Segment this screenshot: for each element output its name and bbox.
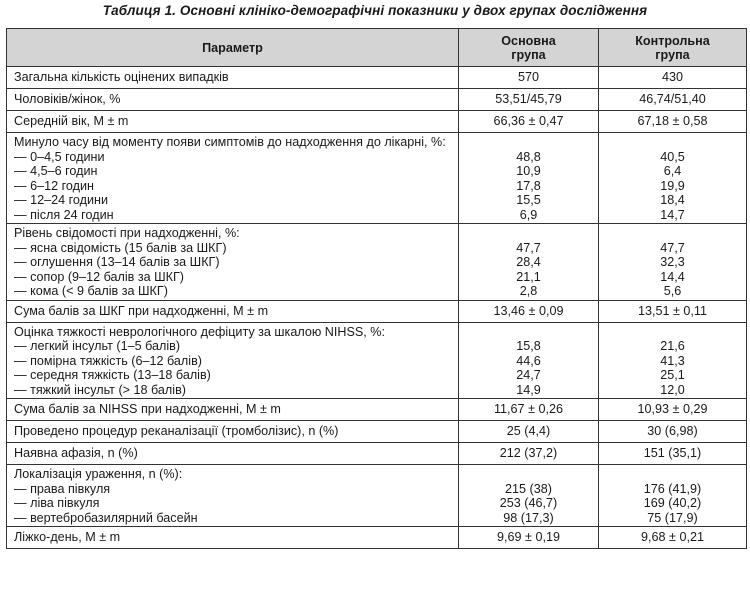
- sub-item-control: 19,9: [660, 178, 685, 193]
- sub-item-control: 40,5: [660, 149, 685, 164]
- cell-control-group: 30 (6,98): [599, 421, 747, 443]
- table-caption: Таблиця 1. Основні клініко-демографічні показники у двох групах дослідження: [102, 3, 648, 18]
- cell-main-group: 53,51/45,79: [459, 89, 599, 111]
- sub-item-control: 169 (40,2): [643, 496, 702, 510]
- cell-control-group: [599, 224, 747, 301]
- sub-item-main: 6,9: [519, 207, 538, 222]
- sub-item-control: 6,4: [663, 164, 682, 178]
- cell-control-group: 430: [599, 67, 747, 89]
- sub-item-main: 24,7: [516, 368, 541, 382]
- table-row: [7, 224, 747, 301]
- table-row: [7, 443, 747, 465]
- sub-item-label: — 0–4,5 години: [14, 149, 105, 164]
- cell-parameter: Сума балів за NIHSS при надходженні, M ± m: [7, 399, 459, 421]
- sub-item-control: 47,7: [660, 240, 685, 255]
- cell-control-group: 10,93 ± 0,29: [599, 399, 747, 421]
- sub-item-label: — 12–24 години: [14, 193, 109, 207]
- sub-item-label: — середня тяжкість (13–18 балів): [14, 368, 211, 382]
- cell-control-group: [599, 133, 747, 224]
- table-row: [7, 89, 747, 111]
- sub-item-label: — сопор (9–12 балів за ШКГ): [14, 269, 185, 284]
- cell-parameter: Сума балів за ШКГ при надходженні, M ± m: [7, 300, 459, 322]
- table-row: [7, 399, 747, 421]
- sub-item-label: — ліва півкуля: [14, 496, 100, 510]
- cell-control-group: 13,51 ± 0,11: [599, 300, 747, 322]
- sub-item-main: 14,9: [516, 382, 541, 397]
- cell-control-group: [599, 322, 747, 399]
- sub-item-main: 15,5: [516, 193, 541, 207]
- sub-item-main: 44,6: [516, 353, 541, 368]
- group-heading: Рівень свідомості при надходженні, %:: [14, 226, 240, 240]
- cell-parameter: Ліжко-день, M ± m: [7, 527, 459, 549]
- heading-spacer: [459, 135, 598, 150]
- sub-item-control: 75 (17,9): [647, 510, 698, 525]
- sub-item-main: 98 (17,3): [503, 510, 554, 525]
- cell-control-group: 46,74/51,40: [599, 89, 747, 111]
- cell-control-group: 67,18 ± 0,58: [599, 111, 747, 133]
- cell-parameter: [7, 133, 459, 224]
- heading-spacer: [459, 325, 598, 340]
- table-row: [7, 111, 747, 133]
- cell-parameter: [7, 224, 459, 301]
- sub-item-control: 21,6: [660, 339, 685, 353]
- sub-item-control: 18,4: [660, 193, 685, 207]
- heading-spacer: [599, 226, 746, 241]
- sub-item-label: — після 24 годин: [14, 207, 114, 222]
- sub-item-main: 253 (46,7): [499, 496, 558, 510]
- table-row: [7, 300, 747, 322]
- cell-main-group: 570: [459, 67, 599, 89]
- cell-parameter: Проведено процедур реканалізації (тромболізис), n (%): [7, 421, 459, 443]
- sub-item-main: 21,1: [516, 269, 541, 284]
- cell-parameter: [7, 322, 459, 399]
- header-main-group-label: Основна група: [501, 33, 556, 62]
- cell-main-group: 212 (37,2): [459, 443, 599, 465]
- sub-item-control: 5,6: [663, 284, 682, 298]
- cell-main-group: 25 (4,4): [459, 421, 599, 443]
- clinical-table: [6, 28, 747, 549]
- cell-main-group: [459, 322, 599, 399]
- cell-parameter: [7, 465, 459, 527]
- cell-parameter: Чоловіків/жінок, %: [7, 89, 459, 111]
- sub-item-control: 14,4: [660, 269, 685, 284]
- sub-item-main: 28,4: [516, 255, 541, 269]
- table-row: [7, 67, 747, 89]
- sub-item-main: 47,7: [516, 240, 541, 255]
- cell-parameter: Середній вік, M ± m: [7, 111, 459, 133]
- table-row: [7, 527, 747, 549]
- cell-parameter: Наявна афазія, n (%): [7, 443, 459, 465]
- sub-item-control: 25,1: [660, 368, 685, 382]
- cell-control-group: [599, 465, 747, 527]
- cell-parameter: Загальна кількість оцінених випадків: [7, 67, 459, 89]
- sub-item-label: — кома (< 9 балів за ШКГ): [14, 284, 168, 298]
- heading-spacer: [599, 325, 746, 340]
- sub-item-control: 12,0: [660, 382, 685, 397]
- group-heading: Оцінка тяжкості неврологічного дефіциту за шкалою NIHSS, %:: [14, 324, 385, 339]
- cell-main-group: [459, 224, 599, 301]
- sub-item-control: 14,7: [660, 207, 685, 222]
- table-row: [7, 133, 747, 224]
- sub-item-label: — права півкуля: [14, 481, 111, 496]
- header-control-group-label: Контрольна група: [635, 33, 710, 62]
- table-header-row: [7, 29, 747, 67]
- heading-spacer: [459, 467, 598, 482]
- cell-main-group: 9,69 ± 0,19: [459, 527, 599, 549]
- sub-item-label: — ясна свідомість (15 балів за ШКГ): [14, 240, 227, 255]
- sub-item-main: 17,8: [516, 178, 541, 193]
- sub-item-control: 41,3: [660, 353, 685, 368]
- sub-item-label: — помірна тяжкість (6–12 балів): [14, 353, 202, 368]
- sub-item-label: — оглушення (13–14 балів за ШКГ): [14, 255, 220, 269]
- table-row: [7, 465, 747, 527]
- table-row: [7, 421, 747, 443]
- sub-item-label: — тяжкий інсульт (> 18 балів): [14, 382, 186, 397]
- header-control-group: [599, 29, 747, 67]
- cell-control-group: 151 (35,1): [599, 443, 747, 465]
- cell-main-group: 66,36 ± 0,47: [459, 111, 599, 133]
- sub-item-main: 215 (38): [505, 481, 552, 496]
- sub-item-main: 10,9: [516, 164, 541, 178]
- cell-main-group: [459, 133, 599, 224]
- table-row: [7, 322, 747, 399]
- sub-item-main: 15,8: [516, 339, 541, 353]
- heading-spacer: [459, 226, 598, 241]
- sub-item-label: — 4,5–6 годин: [14, 164, 98, 178]
- group-heading: Минуло часу від моменту появи симптомів до надходження до лікарні, %:: [14, 135, 446, 149]
- cell-main-group: 11,67 ± 0,26: [459, 399, 599, 421]
- sub-item-main: 2,8: [519, 284, 538, 298]
- sub-item-control: 176 (41,9): [643, 481, 702, 496]
- sub-item-control: 32,3: [660, 255, 685, 269]
- sub-item-main: 48,8: [516, 149, 541, 164]
- cell-main-group: [459, 465, 599, 527]
- header-parameter: Параметр: [7, 29, 459, 67]
- sub-item-label: — 6–12 годин: [14, 178, 94, 193]
- header-main-group: [459, 29, 599, 67]
- cell-main-group: 13,46 ± 0,09: [459, 300, 599, 322]
- heading-spacer: [599, 467, 746, 482]
- sub-item-label: — вертебробазилярний басейн: [14, 510, 198, 525]
- cell-control-group: 9,68 ± 0,21: [599, 527, 747, 549]
- sub-item-label: — легкий інсульт (1–5 балів): [14, 339, 181, 353]
- heading-spacer: [599, 135, 746, 150]
- group-heading: Локалізація ураження, n (%):: [14, 467, 183, 481]
